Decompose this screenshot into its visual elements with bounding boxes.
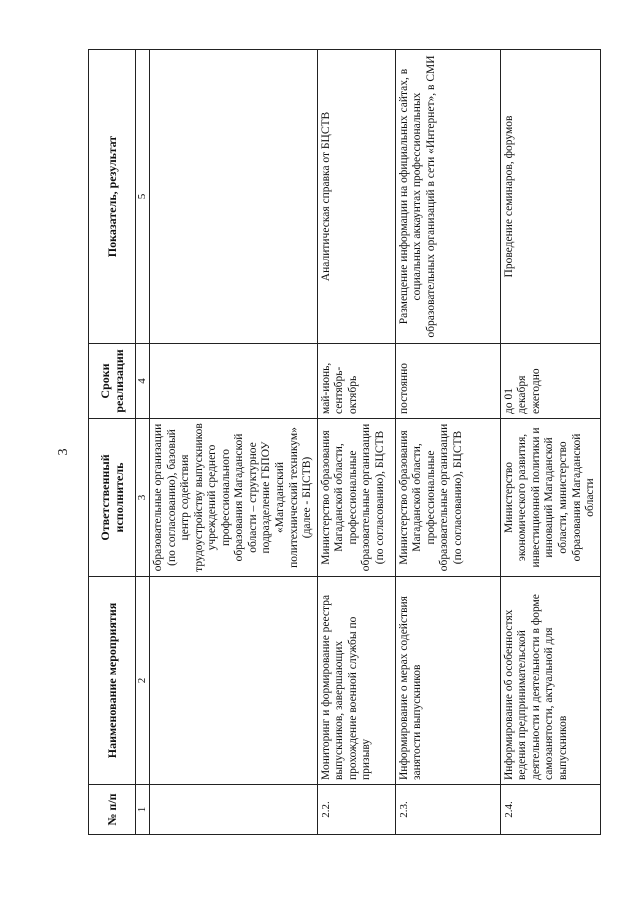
header-number: № п/п [89, 785, 136, 835]
table-row [317, 50, 395, 835]
implementation-period: май-июнь, сентябрь-октябрь [317, 344, 395, 419]
activity-name: Мониторинг и формирование реестра выпускников, завершающих прохождение военной службы по призыву [317, 577, 395, 785]
implementation-period: постоянно [395, 344, 500, 419]
implementation-period: до 01 декабря ежегодно [500, 344, 600, 419]
result-indicator: Проведение семинаров, форумов [500, 50, 600, 344]
row-number: 2.2. [317, 785, 395, 835]
responsible-executor: Министерство образования Магаданской области, профессиональные образовательные организации (по согласованию), БЦСТВ [395, 419, 500, 577]
header-executor: Ответственный исполнитель [89, 419, 136, 577]
column-number: 3 [136, 419, 150, 577]
header-period: Сроки реализации [89, 344, 136, 419]
column-number: 5 [136, 50, 150, 344]
result-indicator [149, 50, 317, 344]
activities-table [88, 49, 601, 835]
page-number: 3 [56, 448, 71, 456]
column-number: 1 [136, 785, 150, 835]
activity-name: Информирование о мерах содействия занятости выпускников [395, 577, 500, 785]
result-indicator: Размещение информации на официальных сайтах, в социальных аккаунтах профессиональных образовательных организаций в сети «Интернет», в СМИ [395, 50, 500, 344]
table-row [149, 50, 317, 835]
header-result: Показатель, результат [89, 50, 136, 344]
column-numbers-row [136, 50, 150, 835]
rotated-page-content [88, 50, 597, 835]
table-row [395, 50, 500, 835]
activity-name [149, 577, 317, 785]
responsible-executor: образовательные организации (по согласованию), базовый центр содействия трудоустройству выпускников учреждений среднего профессионального образования Магаданской области – структурное подразделение ГБПОУ «Магаданский политехнический техникум» (далее - БЦСТВ) [149, 419, 317, 577]
header-activity-name: Наименование мероприятия [89, 577, 136, 785]
row-number: 2.3. [395, 785, 500, 835]
table-header-row [89, 50, 136, 835]
table-row [500, 50, 600, 835]
result-indicator: Аналитическая справка от БЦСТВ [317, 50, 395, 344]
row-number [149, 785, 317, 835]
row-number: 2.4. [500, 785, 600, 835]
column-number: 4 [136, 344, 150, 419]
activity-name: Информирование об особенностях ведения предпринимательской деятельности и деятельности в форме самозанятости, актуальной для выпускников [500, 577, 600, 785]
responsible-executor: Министерство экономического развития, инвестиционной политики и инноваций Магаданской области, министерство образования Магаданской области [500, 419, 600, 577]
responsible-executor: Министерство образования Магаданской области, профессиональные образовательные организации (по согласованию), БЦСТВ [317, 419, 395, 577]
column-number: 2 [136, 577, 150, 785]
implementation-period [149, 344, 317, 419]
